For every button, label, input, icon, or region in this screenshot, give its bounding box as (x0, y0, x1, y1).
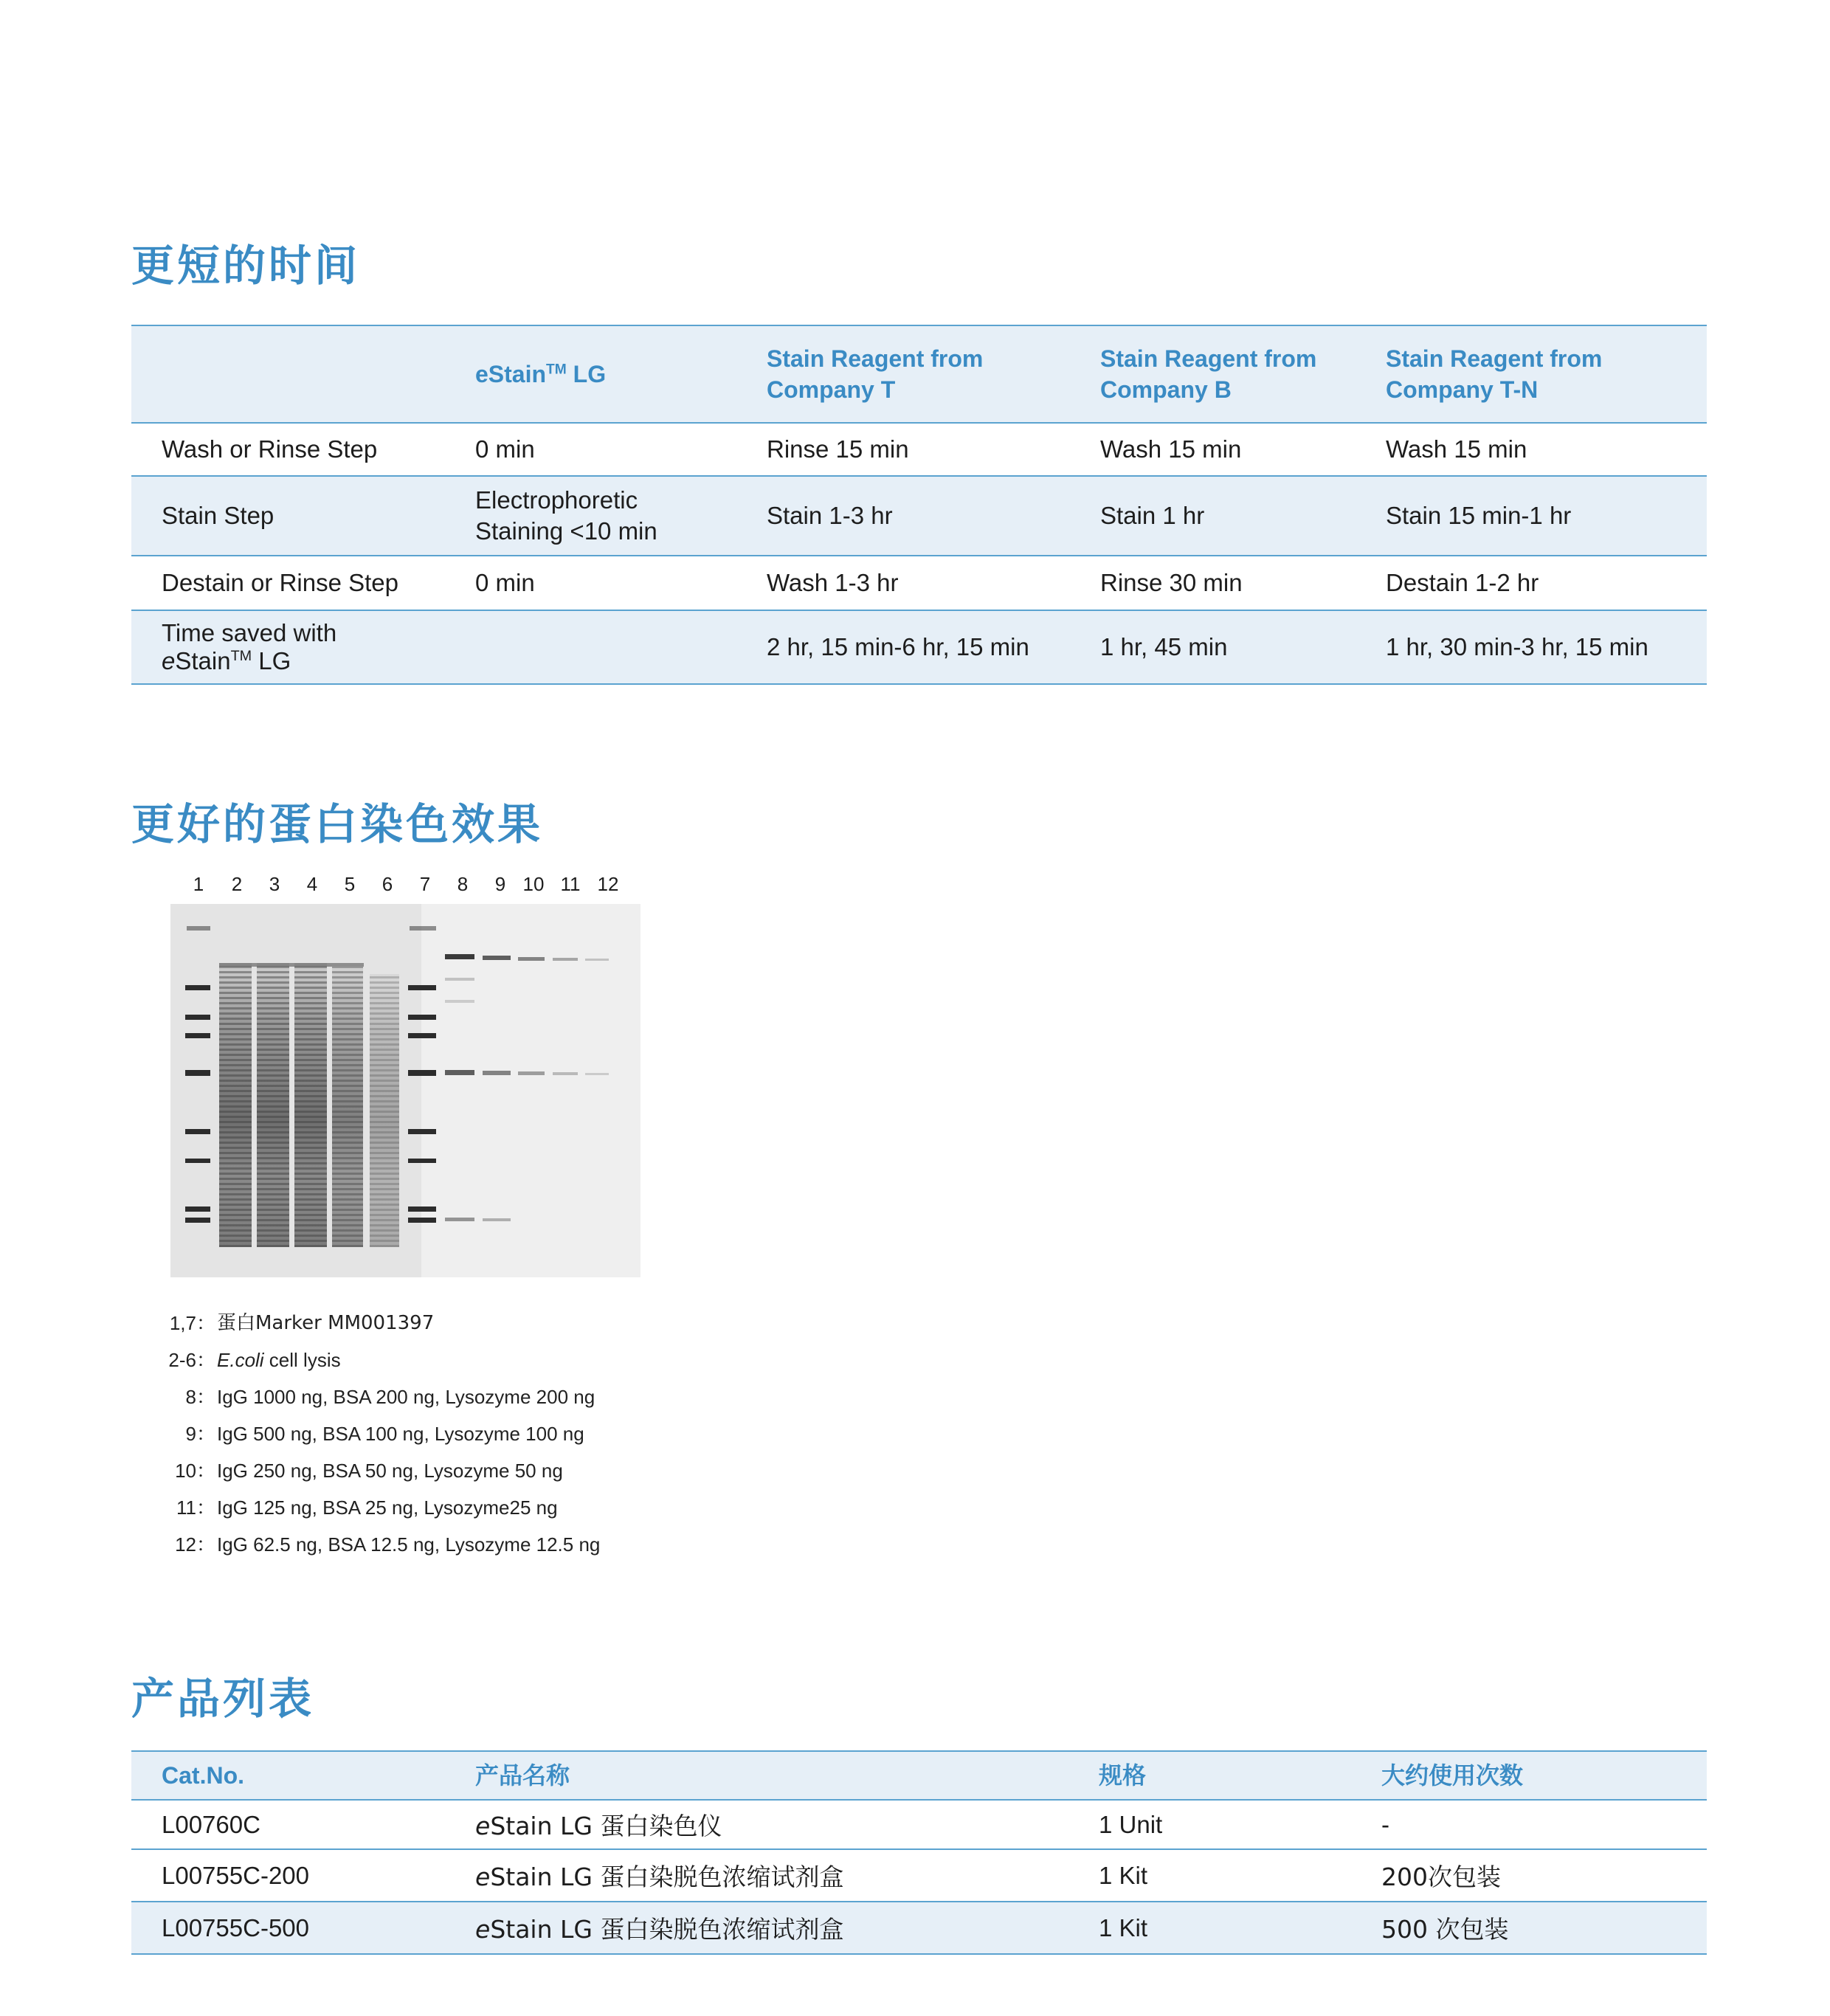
section-title-products: 产品列表 (131, 1674, 315, 1724)
cell-estain: Electrophoretic Staining <10 min (475, 486, 657, 545)
cell-cat-no: L00755C-500 (162, 1913, 309, 1941)
header-product-name: 产品名称 (475, 1761, 570, 1789)
cell-uses: 500 次包装 (1381, 1915, 1509, 1944)
table-row (131, 476, 1707, 556)
cell-cat-no: L00760C (162, 1810, 260, 1838)
cell-company-b: Wash 15 min (1100, 435, 1242, 463)
lane-numbers (170, 873, 642, 902)
lane-number: 4 (306, 873, 318, 895)
section-title-time: 更短的时间 (131, 241, 361, 291)
lysate-lanes (219, 963, 399, 1247)
lane-number: 9 (494, 873, 506, 895)
row-label: Time saved with eStain™ LG (162, 619, 337, 674)
lane-number: 7 (419, 873, 431, 895)
header-company-tn: Stain Reagent from Company T-N (1386, 345, 1603, 403)
product-table (131, 1750, 1707, 1955)
table-row (131, 1800, 1707, 1849)
table-row (131, 1849, 1707, 1902)
header-company-b: Stain Reagent from Company B (1100, 345, 1317, 403)
cell-product-name: eStain LG 蛋白染脱色浓缩试剂盒 (475, 1915, 844, 1944)
lane-number: 10 (522, 873, 545, 895)
cell-company-tn: Wash 15 min (1386, 435, 1527, 463)
cell-company-tn: Destain 1-2 hr (1386, 569, 1539, 596)
cell-company-b: Rinse 30 min (1100, 569, 1243, 596)
cell-company-tn: Stain 15 min-1 hr (1386, 502, 1572, 529)
cell-product-name: eStain LG 蛋白染脱色浓缩试剂盒 (475, 1863, 844, 1891)
cell-uses: 200次包装 (1381, 1863, 1501, 1891)
table-row (131, 556, 1707, 610)
header-cat-no: Cat.No. (162, 1762, 244, 1789)
table-row (131, 423, 1707, 476)
cell-spec: 1 Kit (1099, 1861, 1148, 1889)
cell-company-tn: 1 hr, 30 min-3 hr, 15 min (1386, 633, 1648, 660)
cell-company-t: Rinse 15 min (767, 435, 909, 463)
cell-estain: 0 min (475, 569, 535, 596)
table-row (131, 610, 1707, 684)
section-title-stain: 更好的蛋白染色效果 (131, 799, 544, 849)
cell-company-t: Wash 1-3 hr (767, 569, 899, 596)
lane-number: 2 (231, 873, 243, 895)
header-spec: 规格 (1099, 1761, 1147, 1789)
lane-number: 1 (193, 873, 204, 895)
header-estain: eStain™ LG (475, 361, 607, 387)
lane-number: 8 (457, 873, 469, 895)
header-company-t: Stain Reagent from Company T (767, 345, 984, 403)
table-row (131, 1902, 1707, 1954)
cell-company-b: 1 hr, 45 min (1100, 633, 1228, 660)
lane-number: 5 (344, 873, 356, 895)
gel-image (170, 904, 640, 1277)
header-empty (131, 325, 445, 423)
cell-company-b: Stain 1 hr (1100, 502, 1205, 529)
header-uses: 大约使用次数 (1381, 1761, 1524, 1789)
comparison-table (131, 325, 1707, 685)
cell-company-t: Stain 1-3 hr (767, 502, 893, 529)
lane-number: 11 (560, 873, 581, 895)
lane-number: 12 (597, 873, 619, 895)
cell-estain: 0 min (475, 435, 535, 463)
row-label: Wash or Rinse Step (162, 435, 378, 463)
cell-product-name: eStain LG 蛋白染色仪 (475, 1812, 722, 1840)
lane-number: 6 (381, 873, 393, 895)
cell-cat-no: L00755C-200 (162, 1861, 309, 1889)
row-label: Stain Step (162, 502, 274, 529)
product-header-row (131, 1751, 1707, 1800)
cell-spec: 1 Unit (1099, 1810, 1163, 1838)
cell-company-t: 2 hr, 15 min-6 hr, 15 min (767, 633, 1029, 660)
comparison-header-row (131, 325, 1707, 423)
cell-uses: - (1381, 1810, 1389, 1838)
lane-number: 3 (269, 873, 280, 895)
cell-spec: 1 Kit (1099, 1913, 1148, 1941)
row-label: Destain or Rinse Step (162, 569, 398, 596)
cell-estain (445, 610, 736, 684)
